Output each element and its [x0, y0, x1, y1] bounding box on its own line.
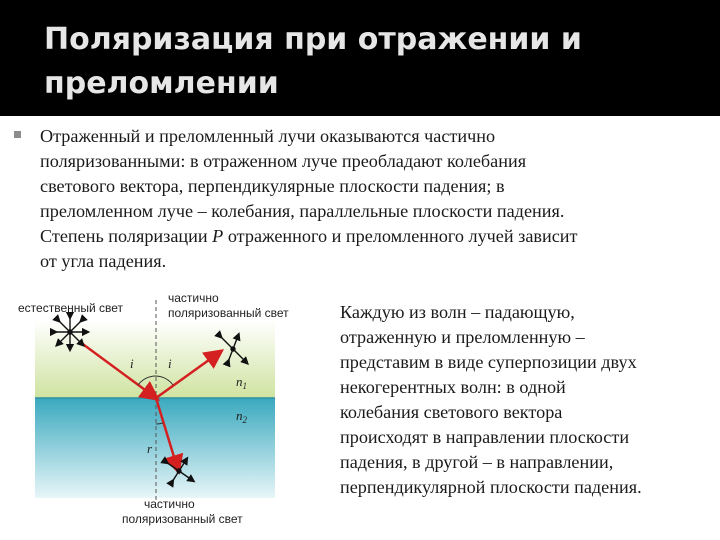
body-line-5-start: Степень поляризации: [40, 226, 213, 246]
side-line-4: некогерентных волн: в одной: [340, 377, 566, 397]
reflected-label-1: частично: [168, 291, 219, 305]
body-line-4: преломленном луче – колебания, параллельные плоскости падения.: [40, 201, 565, 221]
natural-light-symbol: [54, 316, 86, 348]
refracted-label-1: частично: [144, 497, 195, 511]
reflected-label-2: поляризованный свет: [168, 306, 289, 320]
n2-label: $n_2$: [236, 408, 247, 425]
polarization-figure: [10, 290, 330, 535]
side-line-5: колебания светового вектора: [340, 402, 563, 422]
polarization-symbol: P: [212, 226, 224, 246]
refracted-label-2: поляризованный свет: [122, 512, 243, 526]
body-line-5-end: отраженного и преломленного лучей зависит: [223, 226, 578, 246]
side-line-8: перпендикулярной плоскости падения.: [340, 477, 642, 497]
body-line-6: от угла падения.: [40, 251, 167, 271]
side-line-3: представим в виде суперпозиции двух: [340, 352, 637, 372]
side-line-2: отраженную и преломленную –: [340, 327, 585, 347]
angle-i-reflected: i: [168, 356, 172, 371]
body-line-5: [40, 226, 710, 247]
slide-title-line-2: преломлении: [44, 66, 279, 101]
side-line-6: происходят в направлении плоскости: [340, 427, 630, 447]
side-line-1: Каждую из волн – падающую,: [340, 302, 575, 322]
bullet-icon: [14, 131, 21, 138]
body-line-2: поляризованными: в отраженном луче преобладают колебания: [40, 151, 527, 171]
slide-title-line-1: Поляризация при отражении и: [44, 22, 582, 57]
angle-i-incident: i: [130, 356, 134, 371]
side-line-7: падения, в другой – в направлении,: [340, 452, 614, 472]
natural-light-label: естественный свет: [18, 301, 124, 315]
body-line-3: светового вектора, перпендикулярные плоскости падения; в: [40, 176, 505, 196]
angle-r: r: [147, 441, 153, 456]
body-line-1: Отраженный и преломленный лучи оказываются частично: [40, 126, 496, 146]
n1-label: $n_1$: [236, 374, 247, 391]
